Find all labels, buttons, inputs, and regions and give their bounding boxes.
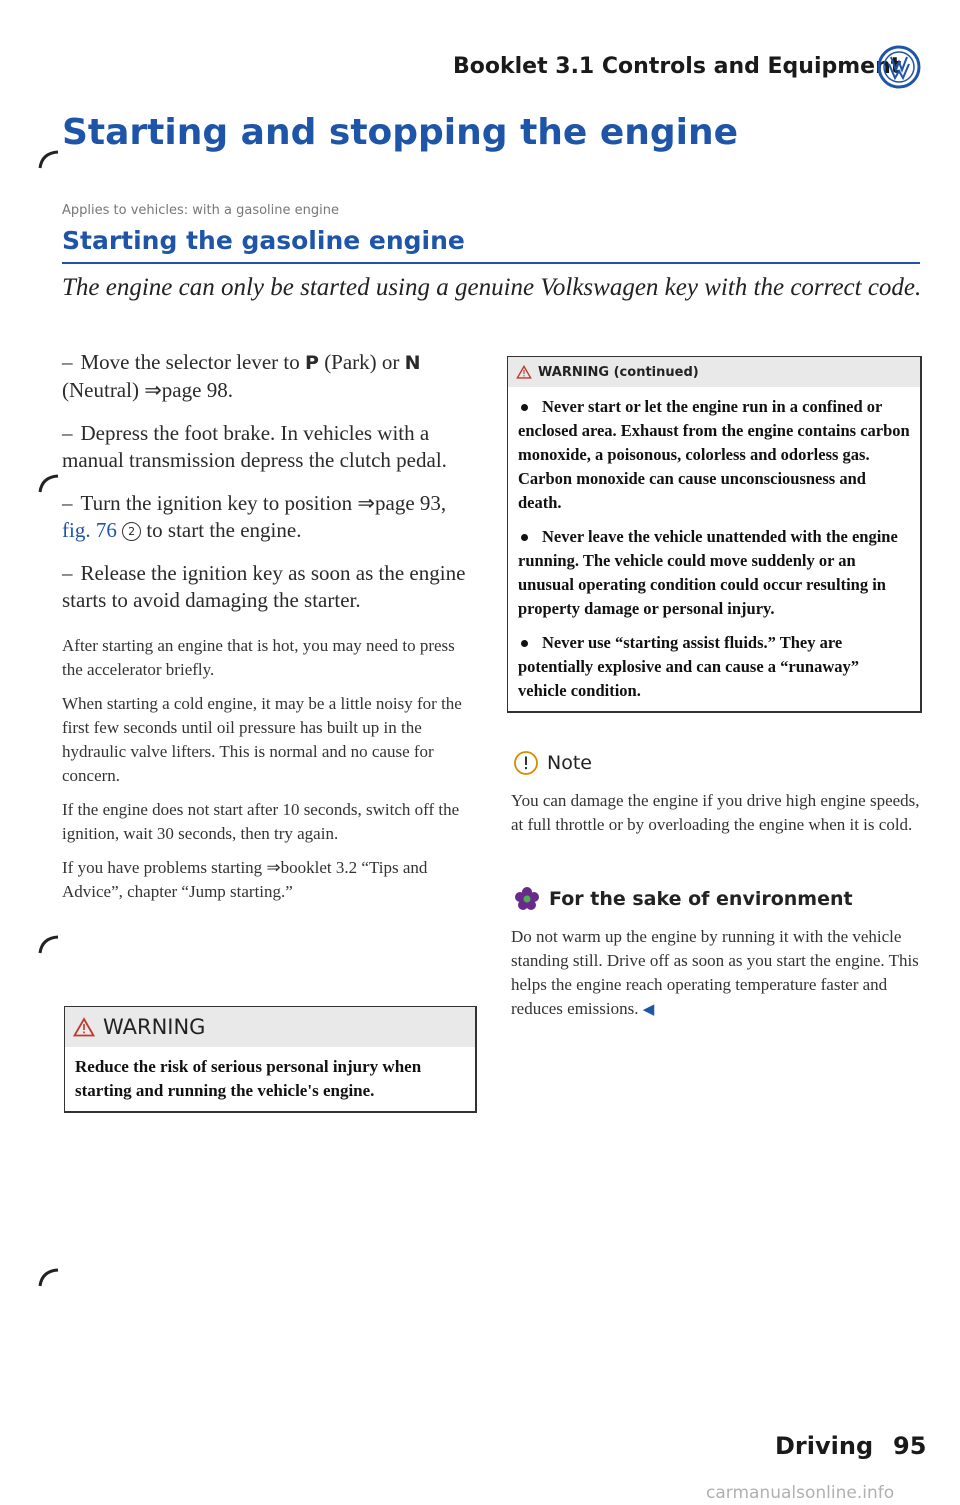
page-title: Starting and stopping the engine (62, 112, 739, 153)
margin-tick (38, 474, 60, 494)
warning-item (518, 395, 910, 515)
left-column (62, 349, 477, 914)
watermark: carmanualsonline.info (706, 1483, 895, 1503)
environment-body (511, 925, 923, 1022)
intro-text: The engine can only be started using a genuine Volkswagen key with the correct code. (62, 274, 922, 301)
step-release-key: – Release the ignition key as soon as the engine starts to avoid damaging the starter. (62, 561, 466, 612)
warning-triangle-icon (73, 1017, 95, 1037)
page-number: 95 (893, 1432, 927, 1460)
flower-icon (513, 885, 541, 913)
step-foot-brake: – Depress the foot brake. In vehicles with a manual transmission depress the clutch pedal. (62, 421, 447, 472)
margin-tick (38, 935, 60, 955)
margin-tick (38, 1268, 60, 1288)
environment-text: Do not warm up the engine by running it with the vehicle standing still. Drive off as soon as you start the engine. This helps the engine reach operating temperature faster and reduces emissions. (511, 927, 919, 1018)
vw-logo-icon (876, 44, 922, 90)
step-text: (Neutral) ⇒page 98. (62, 378, 233, 402)
warning-item (518, 631, 910, 703)
warning-label: WARNING (103, 1015, 206, 1039)
step-text: to start the engine. (141, 518, 302, 542)
warning-body (508, 387, 920, 711)
note-header (513, 750, 592, 776)
step-text: Turn the ignition key to position ⇒page 93, (80, 491, 447, 515)
step-text: Move the selector lever to (80, 350, 300, 374)
step-ignition-key: – Turn the ignition key to position ⇒page 93, fig. 76 2 to start the engine. (62, 491, 447, 542)
note-info-icon (513, 750, 539, 776)
warning-header (508, 357, 920, 387)
figure-link[interactable]: fig. 76 (62, 518, 117, 542)
warning-item-text: Never leave the vehicle unattended with the engine running. The vehicle could move suddenly or an unusual operating condition could occur resulting in property damage or personal injury. (518, 527, 898, 618)
warning-item-text: Never use “starting assist fluids.” They are potentially explosive and can cause a “runaway” vehicle condition. (518, 633, 860, 700)
warning-item-text: Never start or let the engine run in a confined or enclosed area. Exhaust from the engine contains carbon monoxide, a poisonous, colorless and odorless gas. Carbon monoxide can cause unconsciousness and death. (518, 397, 910, 512)
step-text: (Park) or (318, 350, 405, 374)
footer-section-label: Driving (775, 1432, 874, 1460)
note-body: You can damage the engine if you drive high engine speeds, at full throttle or by overloading the engine when it is cold. (511, 791, 920, 834)
bullet-icon (521, 640, 528, 647)
warning-continued-box (507, 356, 922, 713)
paragraph-jump-start: If you have problems starting ⇒booklet 3.2 “Tips and Advice”, chapter “Jump starting.” (62, 858, 428, 901)
warning-header (65, 1007, 475, 1047)
warning-box (64, 1006, 477, 1113)
warning-body: Reduce the risk of serious personal injury when starting and running the vehicle's engine. (75, 1057, 422, 1100)
step-selector-lever: – Move the selector lever to P (Park) or N (Neutral) ⇒page 98. (62, 350, 421, 402)
position-number-badge: 2 (122, 522, 141, 541)
bullet-icon (521, 534, 528, 541)
step-text: Depress the foot brake. In vehicles with a manual transmission depress the clutch pedal. (62, 421, 447, 472)
warning-label: WARNING (continued) (538, 364, 699, 380)
warning-item (518, 525, 910, 621)
applies-to-note: Applies to vehicles: with a gasoline engine (62, 203, 339, 218)
paragraph-hot-engine: After starting an engine that is hot, you may need to press the accelerator briefly. (62, 636, 455, 679)
step-text: Release the ignition key as soon as the engine starts to avoid damaging the starter. (62, 561, 466, 612)
note-label: Note (547, 752, 592, 774)
bullet-icon (521, 404, 528, 411)
booklet-header: Booklet 3.1 Controls and Equipment (453, 54, 902, 79)
warning-triangle-icon (516, 365, 532, 379)
environment-header (513, 885, 853, 913)
section-title: Starting the gasoline engine (62, 226, 465, 255)
environment-label: For the sake of environment (549, 888, 853, 910)
gear-n: N (404, 352, 421, 374)
margin-tick (38, 150, 60, 170)
paragraph-cold-engine: When starting a cold engine, it may be a little noisy for the first few seconds until oil pressure has built up in the hydraulic valve lifters. This is normal and no cause for concern. (62, 694, 462, 785)
gear-p: P (305, 352, 319, 374)
section-end-icon: ◀ (642, 1002, 655, 1018)
paragraph-no-start: If the engine does not start after 10 seconds, switch off the ignition, wait 30 seconds, then try again. (62, 800, 460, 843)
section-divider (62, 262, 920, 264)
